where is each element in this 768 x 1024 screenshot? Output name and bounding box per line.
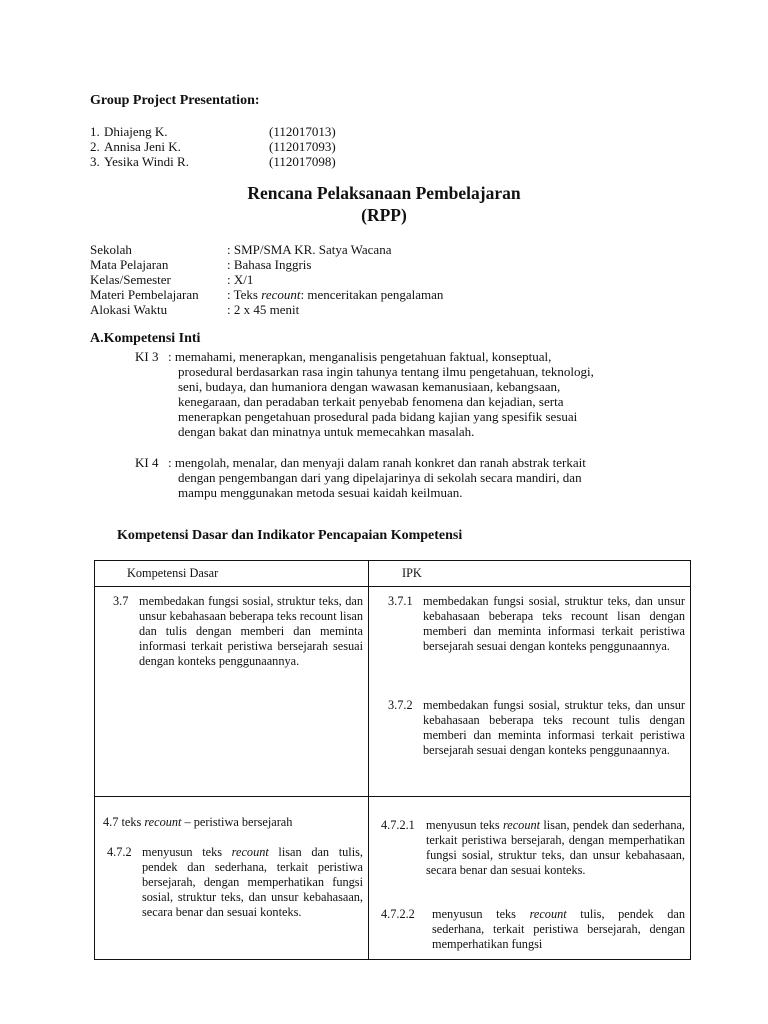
info-row [90,242,650,257]
ki3-line: seni, budaya, dan humaniora dengan wawasan kemanusiaan, kebangsaan, [178,379,561,394]
info-value-pre: : Teks [227,287,262,302]
table-col-divider [368,560,369,960]
section-a-heading: A.Kompetensi Inti [90,331,201,346]
ki3-first-line [135,349,695,364]
info-block [90,242,650,317]
member-name: Annisa Jeni K. [104,139,181,154]
info-value: : Bahasa Inggris [227,257,312,272]
table-header-divider [94,586,691,587]
doc-title-line2: (RPP) [361,205,407,225]
info-row [90,257,650,272]
info-value: : 2 x 45 menit [227,302,300,317]
info-row [90,287,650,302]
info-value: : SMP/SMA KR. Satya Wacana [227,242,392,257]
ipk-4-7-2-2-pre: menyusun teks [432,907,530,921]
kd-4-7-2-em: recount [231,845,269,859]
ipk-4-7-2-2-text [432,907,685,955]
kd-heading: Kompetensi Dasar dan Indikator Pencapaian Kompetensi [117,528,463,543]
group-title: Group Project Presentation: [90,93,260,108]
ki3-text: : memahami, menerapkan, menganalisis pengetahuan faktual, konseptual, [168,349,552,364]
info-value-em: recount [261,287,301,302]
ipk-3-7-1-text: membedakan fungsi sosial, struktur teks, dan unsur kebahasaan beberapa teks recount lisan dengan memberi dan meminta informasi terkait peristiwa bersejarah sesuai dengan konteks penggunaannya. [423,594,685,653]
ki4-line: mampu menggunakan metoda sesuai kaidah keilmuan. [178,485,463,500]
member-no: 3. [90,154,100,169]
info-value-post: : menceritakan pengalaman [300,287,444,302]
member-row [90,154,390,169]
ipk-4-7-2-1-post: lisan, pendek dan sederhana, terkait peristiwa bersejarah, dengan memperhatikan fungsi sosial, struktur teks, dan unsur kebahasaan, secara benar dan sesuai konteks. [426,818,685,877]
ki3-continuation [135,364,695,439]
kd-4-7 [103,815,292,830]
ipk-4-7-2-1-text [426,818,685,878]
ipk-4-7-2-1-no: 4.7.2.1 [381,818,415,832]
member-id: (112017098) [269,154,336,169]
doc-title [0,182,768,226]
kd-4-7-2-post: lisan dan tulis, pendek dan sederhana, terkait peristiwa bersejarah, dengan memperhatikan fungsi sosial, struktur teks, dan unsur kebahasaan, secara benar dan sesuai konteks. [142,845,363,919]
ipk-4-7-2-1-pre: menyusun teks [426,818,503,832]
ki3-line: kenegaraan, dan peradaban terkait penyebab fenomena dan kejadian, serta [178,394,564,409]
table-row-divider [94,796,691,797]
member-name: Dhiajeng K. [104,124,168,139]
info-row [90,272,650,287]
member-row [90,139,390,154]
member-no: 2. [90,139,100,154]
col-header-kd: Kompetensi Dasar [127,566,219,580]
ki3-label: KI 3 [135,349,159,364]
ipk-4-7-2-1-em: recount [502,818,541,832]
ki3-block [135,349,695,439]
info-label: Materi Pembelajaran [90,287,199,302]
ki4-label: KI 4 [135,455,159,470]
info-label: Sekolah [90,242,132,257]
info-label: Alokasi Waktu [90,302,168,317]
kd-4-7-2-no: 4.7.2 [107,845,132,859]
ki4-line: dengan pengembangan dari yang dipelajarinya di sekolah secara mandiri, dan [178,470,582,485]
ki4-text: : mengolah, menalar, dan menyaji dalam ranah konkret dan ranah abstrak terkait [168,455,586,470]
ipk-3-7-2-no: 3.7.2 [388,698,413,712]
ipk-3-7-1 [388,594,685,654]
kd-4-7-post: – peristiwa bersejarah [181,815,293,829]
info-value [227,287,443,302]
info-value: : X/1 [227,272,254,287]
ipk-3-7-2 [388,698,685,758]
ki3-line: prosedural berdasarkan rasa ingin tahunya tentang ilmu pengetahuan, teknologi, [178,364,594,379]
kd-4-7-2-pre: menyusun teks [142,845,232,859]
kd-4-7-2-text [142,845,363,920]
ki3-line: menerapkan pengetahuan prosedural pada bidang kajian yang spesifik sesuai [178,409,578,424]
kd-3-7 [113,594,363,669]
kd-3-7-no: 3.7 [113,594,129,608]
kd-3-7-text: membedakan fungsi sosial, struktur teks, dan unsur kebahasaan beberapa teks recount lisan dan tulis dengan memberi dan meminta informasi terkait peristiwa bersejarah sesuai dengan konteks penggunaannya. [139,594,363,668]
info-label: Kelas/Semester [90,272,171,287]
ipk-3-7-1-no: 3.7.1 [388,594,413,608]
member-row [90,124,390,139]
kd-4-7-pre: 4.7 teks [103,815,145,829]
ipk-4-7-2-2-post: tulis, pendek dan sederhana, terkait peristiwa bersejarah, dengan memperhatikan fungsi [432,907,685,951]
doc-title-line1: Rencana Pelaksanaan Pembelajaran [247,183,521,203]
ipk-4-7-2-2-em: recount [529,907,567,921]
ki3-line: dengan bakat dan minatnya untuk memecahkan masalah. [178,424,475,439]
info-row [90,302,650,317]
info-label: Mata Pelajaran [90,257,169,272]
ipk-4-7-2-2 [381,907,685,955]
member-list [90,124,390,169]
kd-4-7-em: recount [144,815,182,829]
member-no: 1. [90,124,100,139]
ki4-first-line [135,455,695,470]
kd-4-7-2 [107,845,363,920]
ipk-3-7-2-text: membedakan fungsi sosial, struktur teks, dan unsur kebahasaan beberapa teks recount tulis dengan memberi dan meminta informasi terkait peristiwa bersejarah sesuai dengan konteks penggunaannya. [423,698,685,757]
ki4-continuation [135,470,695,500]
col-header-ipk: IPK [402,566,422,580]
member-id: (112017013) [269,124,336,139]
ipk-4-7-2-2-no: 4.7.2.2 [381,907,415,921]
member-name: Yesika Windi R. [104,154,189,169]
ipk-4-7-2-1 [381,818,685,878]
ki4-block [135,455,695,500]
member-id: (112017093) [269,139,336,154]
